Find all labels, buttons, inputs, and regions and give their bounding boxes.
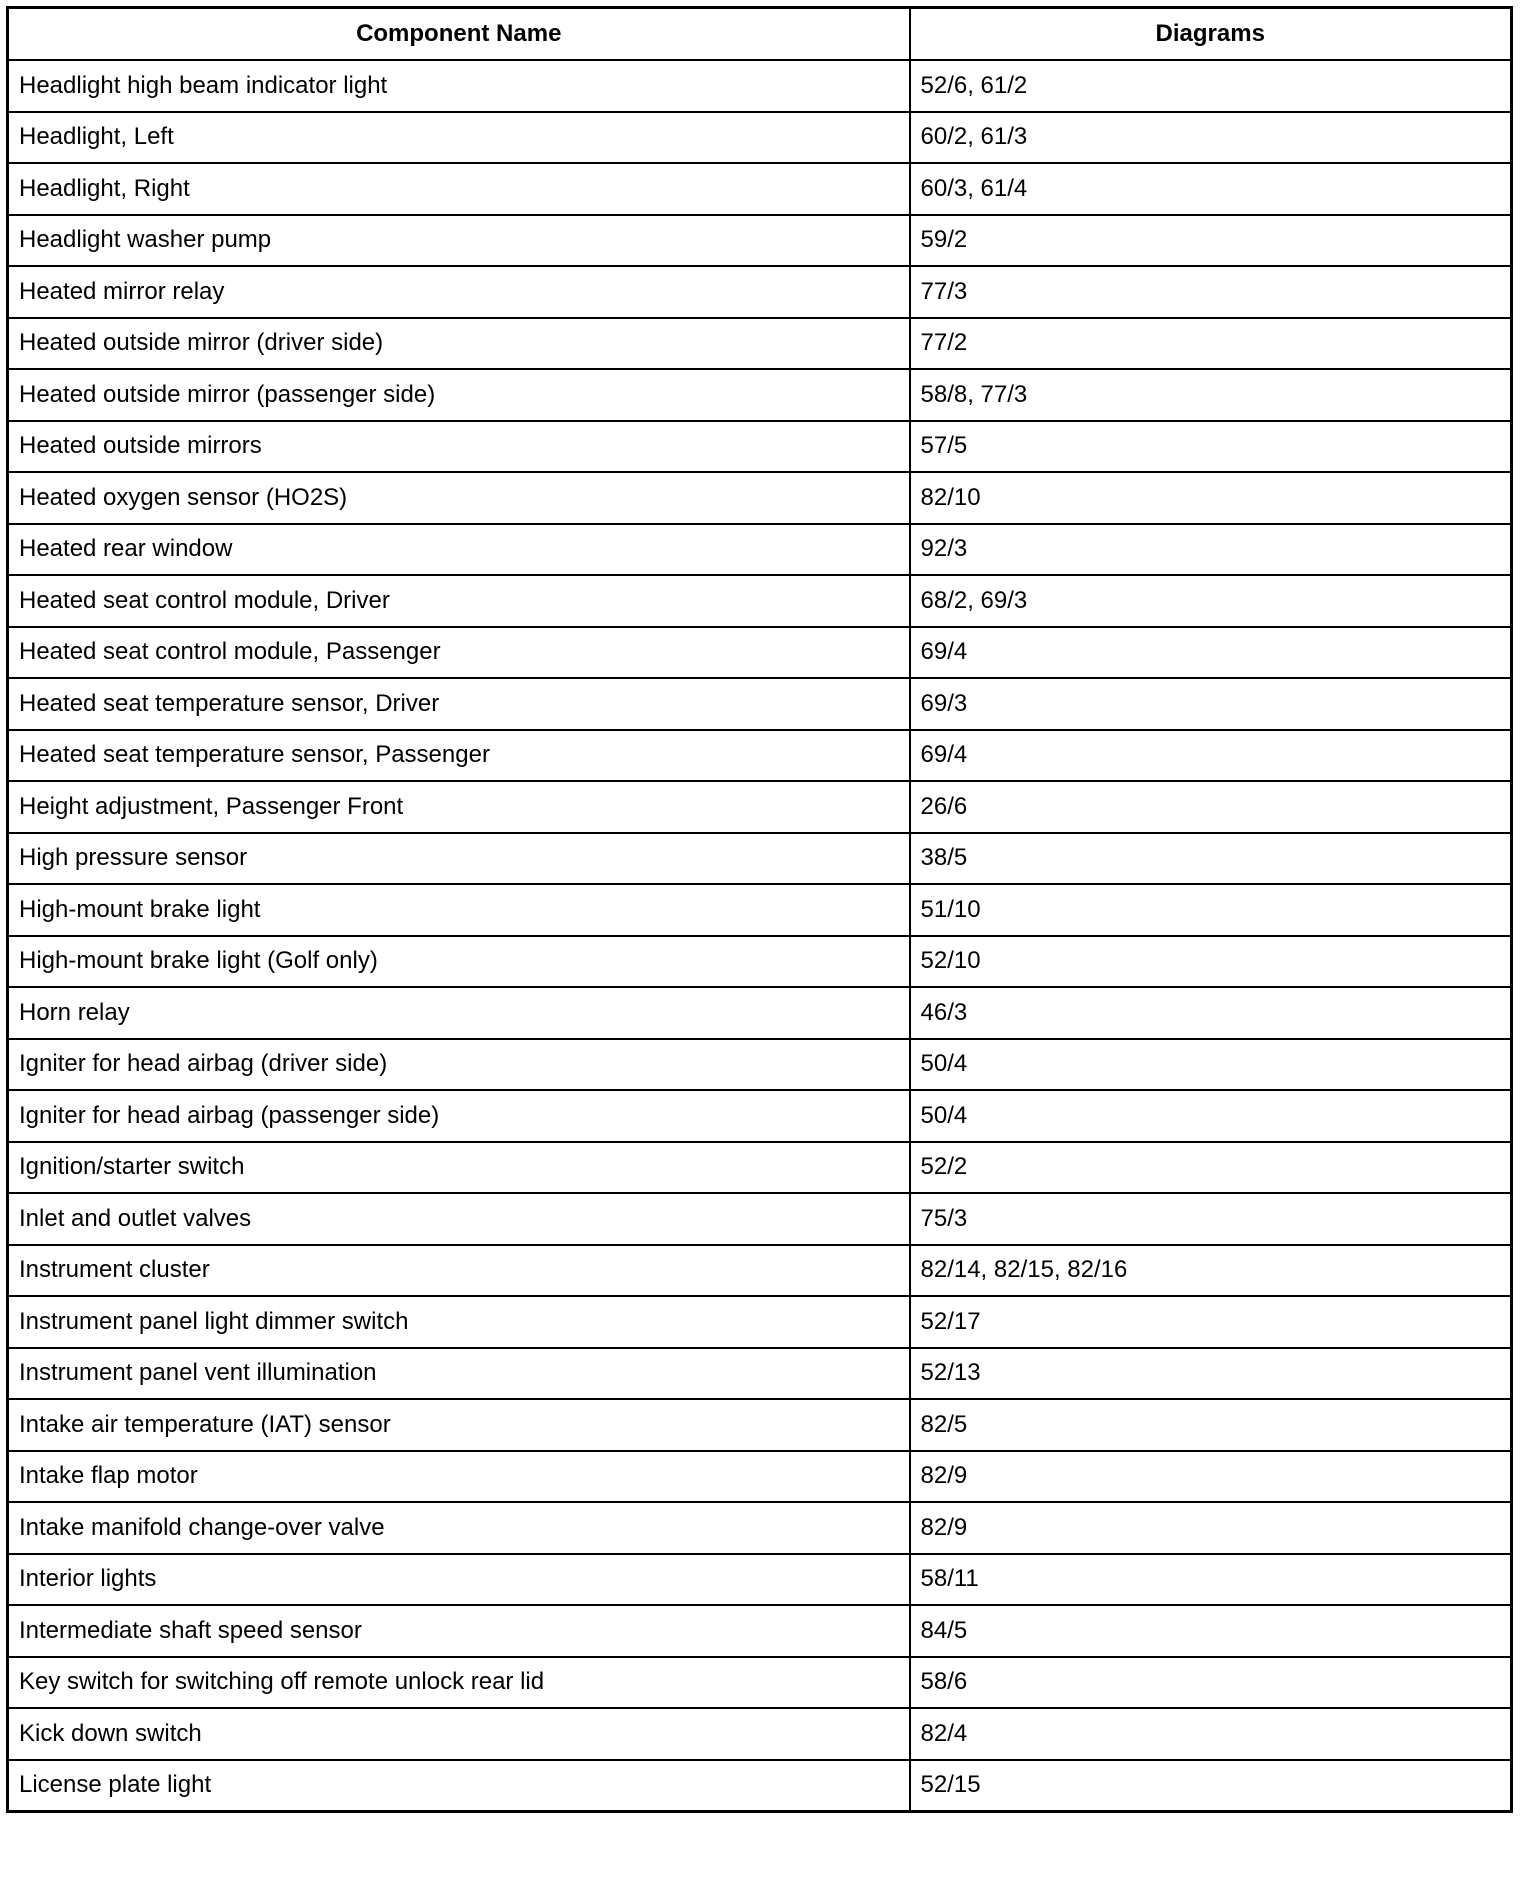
diagrams-cell: 52/6, 61/2 xyxy=(910,60,1512,112)
component-name-cell: Heated oxygen sensor (HO2S) xyxy=(8,472,910,524)
table-row xyxy=(8,1142,1512,1194)
diagrams-cell: 50/4 xyxy=(910,1039,1512,1091)
diagrams-cell: 69/3 xyxy=(910,678,1512,730)
component-name-cell: Heated mirror relay xyxy=(8,266,910,318)
component-name-cell: Heated seat control module, Passenger xyxy=(8,627,910,679)
diagrams-cell: 51/10 xyxy=(910,884,1512,936)
table-row xyxy=(8,1399,1512,1451)
table-row xyxy=(8,781,1512,833)
table-body xyxy=(8,60,1512,1812)
component-name-cell: Height adjustment, Passenger Front xyxy=(8,781,910,833)
diagrams-cell: 82/10 xyxy=(910,472,1512,524)
column-header-diagrams: Diagrams xyxy=(910,8,1512,61)
table-row xyxy=(8,1605,1512,1657)
table-row xyxy=(8,421,1512,473)
table-row xyxy=(8,60,1512,112)
diagrams-cell: 52/10 xyxy=(910,936,1512,988)
table-row xyxy=(8,1760,1512,1812)
component-name-cell: Instrument cluster xyxy=(8,1245,910,1297)
table-row xyxy=(8,1657,1512,1709)
component-name-cell: Kick down switch xyxy=(8,1708,910,1760)
diagrams-cell: 59/2 xyxy=(910,215,1512,267)
diagrams-cell: 58/6 xyxy=(910,1657,1512,1709)
table-row xyxy=(8,1554,1512,1606)
table-row xyxy=(8,266,1512,318)
component-name-cell: Heated seat temperature sensor, Driver xyxy=(8,678,910,730)
component-name-cell: Intake air temperature (IAT) sensor xyxy=(8,1399,910,1451)
component-name-cell: Headlight, Right xyxy=(8,163,910,215)
table-row xyxy=(8,1502,1512,1554)
table-row xyxy=(8,575,1512,627)
component-name-cell: Instrument panel vent illumination xyxy=(8,1348,910,1400)
column-header-component-name: Component Name xyxy=(8,8,910,61)
table-row xyxy=(8,1245,1512,1297)
table-row xyxy=(8,884,1512,936)
component-name-cell: Heated outside mirrors xyxy=(8,421,910,473)
component-name-cell: High-mount brake light xyxy=(8,884,910,936)
component-name-cell: Instrument panel light dimmer switch xyxy=(8,1296,910,1348)
component-name-cell: Headlight washer pump xyxy=(8,215,910,267)
table-row xyxy=(8,1348,1512,1400)
diagrams-cell: 92/3 xyxy=(910,524,1512,576)
table-header xyxy=(8,8,1512,61)
component-name-cell: Ignition/starter switch xyxy=(8,1142,910,1194)
diagrams-cell: 60/3, 61/4 xyxy=(910,163,1512,215)
diagrams-cell: 57/5 xyxy=(910,421,1512,473)
diagrams-cell: 69/4 xyxy=(910,627,1512,679)
component-name-cell: Intermediate shaft speed sensor xyxy=(8,1605,910,1657)
diagrams-cell: 52/17 xyxy=(910,1296,1512,1348)
header-row xyxy=(8,8,1512,61)
table-row xyxy=(8,1296,1512,1348)
diagrams-cell: 75/3 xyxy=(910,1193,1512,1245)
component-name-cell: Heated outside mirror (passenger side) xyxy=(8,369,910,421)
component-name-cell: High pressure sensor xyxy=(8,833,910,885)
component-name-cell: Igniter for head airbag (passenger side) xyxy=(8,1090,910,1142)
component-name-cell: Inlet and outlet valves xyxy=(8,1193,910,1245)
table-row xyxy=(8,318,1512,370)
diagrams-cell: 82/9 xyxy=(910,1502,1512,1554)
component-name-cell: Heated seat temperature sensor, Passenger xyxy=(8,730,910,782)
component-name-cell: High-mount brake light (Golf only) xyxy=(8,936,910,988)
diagrams-cell: 52/15 xyxy=(910,1760,1512,1812)
table-row xyxy=(8,215,1512,267)
component-name-cell: Headlight, Left xyxy=(8,112,910,164)
diagrams-cell: 52/2 xyxy=(910,1142,1512,1194)
component-name-cell: Intake flap motor xyxy=(8,1451,910,1503)
table-row xyxy=(8,524,1512,576)
component-name-cell: Heated outside mirror (driver side) xyxy=(8,318,910,370)
diagrams-cell: 58/8, 77/3 xyxy=(910,369,1512,421)
diagrams-cell: 52/13 xyxy=(910,1348,1512,1400)
table-row xyxy=(8,472,1512,524)
table-row xyxy=(8,987,1512,1039)
diagrams-cell: 69/4 xyxy=(910,730,1512,782)
component-index-table xyxy=(6,6,1513,1813)
diagrams-cell: 50/4 xyxy=(910,1090,1512,1142)
diagrams-cell: 82/5 xyxy=(910,1399,1512,1451)
table-row xyxy=(8,163,1512,215)
component-name-cell: Interior lights xyxy=(8,1554,910,1606)
table-row xyxy=(8,112,1512,164)
diagrams-cell: 82/14, 82/15, 82/16 xyxy=(910,1245,1512,1297)
table-row xyxy=(8,1451,1512,1503)
table-row xyxy=(8,1090,1512,1142)
table-row xyxy=(8,730,1512,782)
table-row xyxy=(8,936,1512,988)
diagrams-cell: 77/3 xyxy=(910,266,1512,318)
component-name-cell: Headlight high beam indicator light xyxy=(8,60,910,112)
diagrams-cell: 60/2, 61/3 xyxy=(910,112,1512,164)
table-row xyxy=(8,1708,1512,1760)
diagrams-cell: 68/2, 69/3 xyxy=(910,575,1512,627)
table-row xyxy=(8,369,1512,421)
component-name-cell: Key switch for switching off remote unlock rear lid xyxy=(8,1657,910,1709)
component-name-cell: Heated seat control module, Driver xyxy=(8,575,910,627)
diagrams-cell: 82/4 xyxy=(910,1708,1512,1760)
component-name-cell: License plate light xyxy=(8,1760,910,1812)
diagrams-cell: 84/5 xyxy=(910,1605,1512,1657)
component-name-cell: Intake manifold change-over valve xyxy=(8,1502,910,1554)
component-name-cell: Heated rear window xyxy=(8,524,910,576)
table-row xyxy=(8,1193,1512,1245)
diagrams-cell: 82/9 xyxy=(910,1451,1512,1503)
table-row xyxy=(8,678,1512,730)
component-name-cell: Igniter for head airbag (driver side) xyxy=(8,1039,910,1091)
table-row xyxy=(8,627,1512,679)
diagrams-cell: 77/2 xyxy=(910,318,1512,370)
table-row xyxy=(8,1039,1512,1091)
diagrams-cell: 38/5 xyxy=(910,833,1512,885)
diagrams-cell: 58/11 xyxy=(910,1554,1512,1606)
diagrams-cell: 46/3 xyxy=(910,987,1512,1039)
component-name-cell: Horn relay xyxy=(8,987,910,1039)
diagrams-cell: 26/6 xyxy=(910,781,1512,833)
table-row xyxy=(8,833,1512,885)
